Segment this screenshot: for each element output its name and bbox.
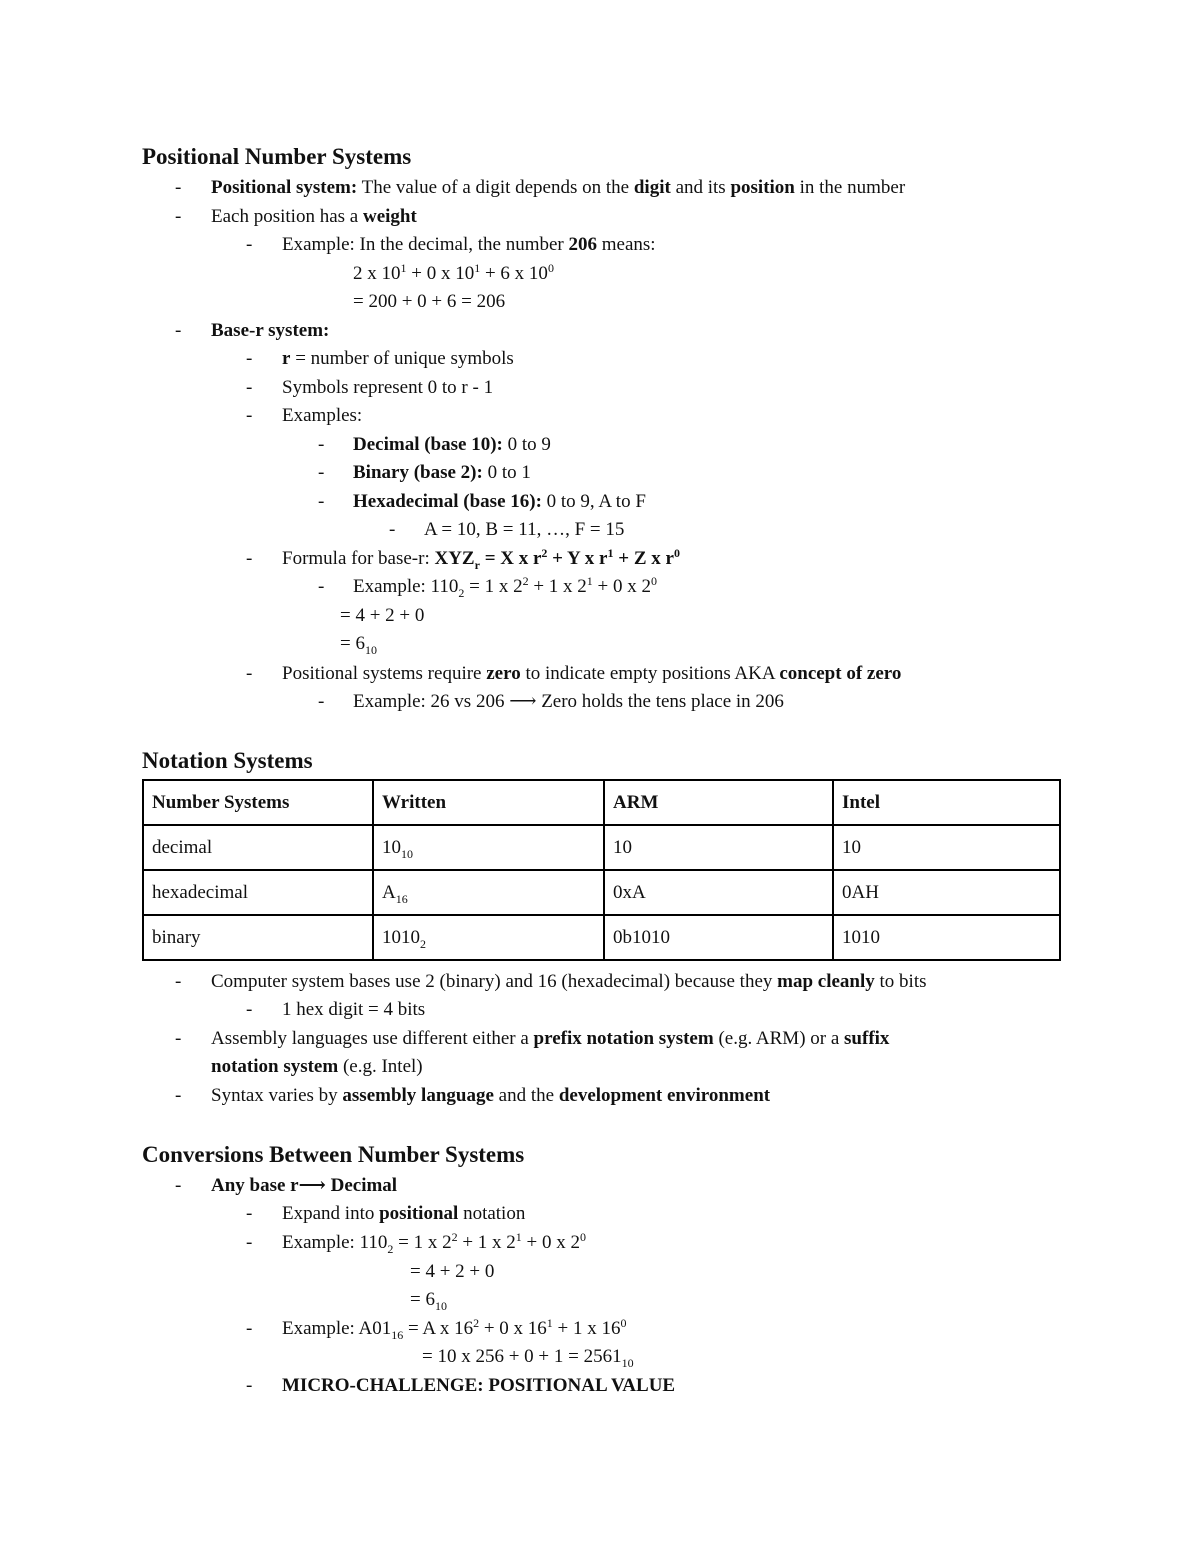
bullet-dash: -	[246, 348, 253, 369]
heading-notation-systems: Notation Systems	[142, 748, 313, 773]
concept-of-zero: Positional systems require zero to indicate empty positions AKA concept of zero	[282, 663, 902, 684]
table-header-cell: ARM	[604, 780, 833, 825]
bullet-weight: Each position has a weight	[211, 206, 417, 227]
bullet-dash: -	[175, 1028, 182, 1049]
hexadecimal-base: Hexadecimal (base 16): 0 to 9, A to F	[353, 491, 646, 512]
table-cell: $10_{10}$	[373, 825, 604, 870]
symbols-range: Symbols represent 0 to r - 1	[282, 377, 494, 398]
notation-table	[142, 779, 1061, 961]
table-cell: binary	[143, 915, 373, 960]
bases-map-to-bits: Computer system bases use 2 (binary) and 16 (hexadecimal) because they map cleanly to bits	[211, 971, 927, 992]
bullet-dash: -	[246, 377, 253, 398]
table-cell: $A_{16}$	[373, 870, 604, 915]
bullet-dash: -	[318, 576, 325, 597]
bullet-dash: -	[246, 1203, 253, 1224]
bullet-dash: -	[175, 1085, 182, 1106]
table-row	[143, 825, 1060, 870]
binary-base: Binary (base 2): 0 to 1	[353, 462, 531, 483]
examples-label: Examples:	[282, 405, 363, 426]
prefix-suffix-notation: Assembly languages use different either a prefix notation system (e.g. ARM) or a suffix	[211, 1028, 890, 1049]
bullet-dash: -	[175, 1175, 182, 1196]
table-cell: 0AH	[833, 870, 1060, 915]
formula-example: Example: $110_2 = 1$ x $2^2 + 1$ x $2^1 + 0$ x $2^0$	[353, 574, 658, 600]
heading-positional-number-systems: Positional Number Systems	[142, 144, 412, 169]
table-row	[143, 915, 1060, 960]
heading-conversions: Conversions Between Number Systems	[142, 1142, 525, 1167]
any-base-to-decimal: Any base r⟶ Decimal	[211, 1175, 398, 1196]
conversion-example-binary-result: = $6_{10}$	[410, 1289, 447, 1313]
conversion-example-binary-step: = 4 + 2 + 0	[410, 1261, 495, 1282]
table-header-cell: Number Systems	[143, 780, 373, 825]
example-206: Example: In the decimal, the number 206 means:	[282, 234, 656, 255]
table-cell: decimal	[143, 825, 373, 870]
table-cell: 1010	[833, 915, 1060, 960]
hex-letter-values: A = 10, B = 11, …, F = 15	[424, 519, 625, 540]
bullet-dash: -	[246, 405, 253, 426]
equation-206-result: = 200 + 0 + 6 = 206	[353, 291, 506, 312]
table-header-cell: Intel	[833, 780, 1060, 825]
table-header-row	[143, 780, 1060, 825]
bullet-dash: -	[246, 548, 253, 569]
r-definition: r = number of unique symbols	[282, 348, 514, 369]
bullet-dash: -	[175, 206, 182, 227]
bullet-positional-system: Positional system: The value of a digit depends on the digit and its position in the number	[211, 177, 906, 198]
bullet-dash: -	[389, 519, 396, 540]
bullet-dash: -	[246, 999, 253, 1020]
table-cell: 0xA	[604, 870, 833, 915]
zero-example: Example: 26 vs 206 ⟶ Zero holds the tens place in 206	[353, 691, 784, 712]
bullet-dash: -	[175, 320, 182, 341]
conversion-example-binary: Example: $110_2 = 1$ x $2^2 + 1$ x $2^1 + 0$ x $2^0$	[282, 1230, 587, 1256]
syntax-varies: Syntax varies by assembly language and the development environment	[211, 1085, 771, 1106]
micro-challenge: MICRO-CHALLENGE: POSITIONAL VALUE	[282, 1375, 676, 1396]
table-cell: 10	[604, 825, 833, 870]
conversion-example-hex-result: = 10 x $256 + 0 + 1 = 2561_{10}$	[422, 1346, 634, 1370]
bullet-dash: -	[175, 177, 182, 198]
bullet-dash: -	[246, 1318, 253, 1339]
formula-example-step: = 4 + 2 + 0	[340, 605, 425, 626]
bullet-dash: -	[318, 434, 325, 455]
table-cell: 0b1010	[604, 915, 833, 960]
base-r-formula: Formula for base-r: $XYZ_r = X$ x $r^2 + Y$ x $r^1 + Z$ x $r^0$	[282, 546, 680, 572]
formula-example-result: = $6_{10}$	[340, 633, 377, 657]
table-row	[143, 870, 1060, 915]
hex-digit-bits: 1 hex digit = 4 bits	[282, 999, 426, 1020]
table-cell: $1010_2$	[373, 915, 604, 960]
prefix-suffix-notation-cont: notation system (e.g. Intel)	[211, 1056, 423, 1077]
bullet-dash: -	[175, 971, 182, 992]
expand-positional: Expand into positional notation	[282, 1203, 526, 1224]
bullet-dash: -	[318, 462, 325, 483]
bullet-dash: -	[246, 234, 253, 255]
decimal-base: Decimal (base 10): 0 to 9	[353, 434, 551, 455]
bullet-dash: -	[246, 663, 253, 684]
bullet-dash: -	[318, 491, 325, 512]
equation-206-expanded: 2 x $10^1 + 0$ x $10^1 + 6$ x $10^0$	[353, 261, 554, 284]
bullet-base-r-system: Base-r system:	[211, 320, 330, 341]
bullet-dash: -	[246, 1232, 253, 1253]
conversion-example-hex: Example: $A01_{16} = A$ x $16^2 + 0$ x $16^1 + 1$ x $16^0$	[282, 1316, 627, 1342]
table-cell: hexadecimal	[143, 870, 373, 915]
bullet-dash: -	[246, 1375, 253, 1396]
bullet-dash: -	[318, 691, 325, 712]
table-header-cell: Written	[373, 780, 604, 825]
table-cell: 10	[833, 825, 1060, 870]
